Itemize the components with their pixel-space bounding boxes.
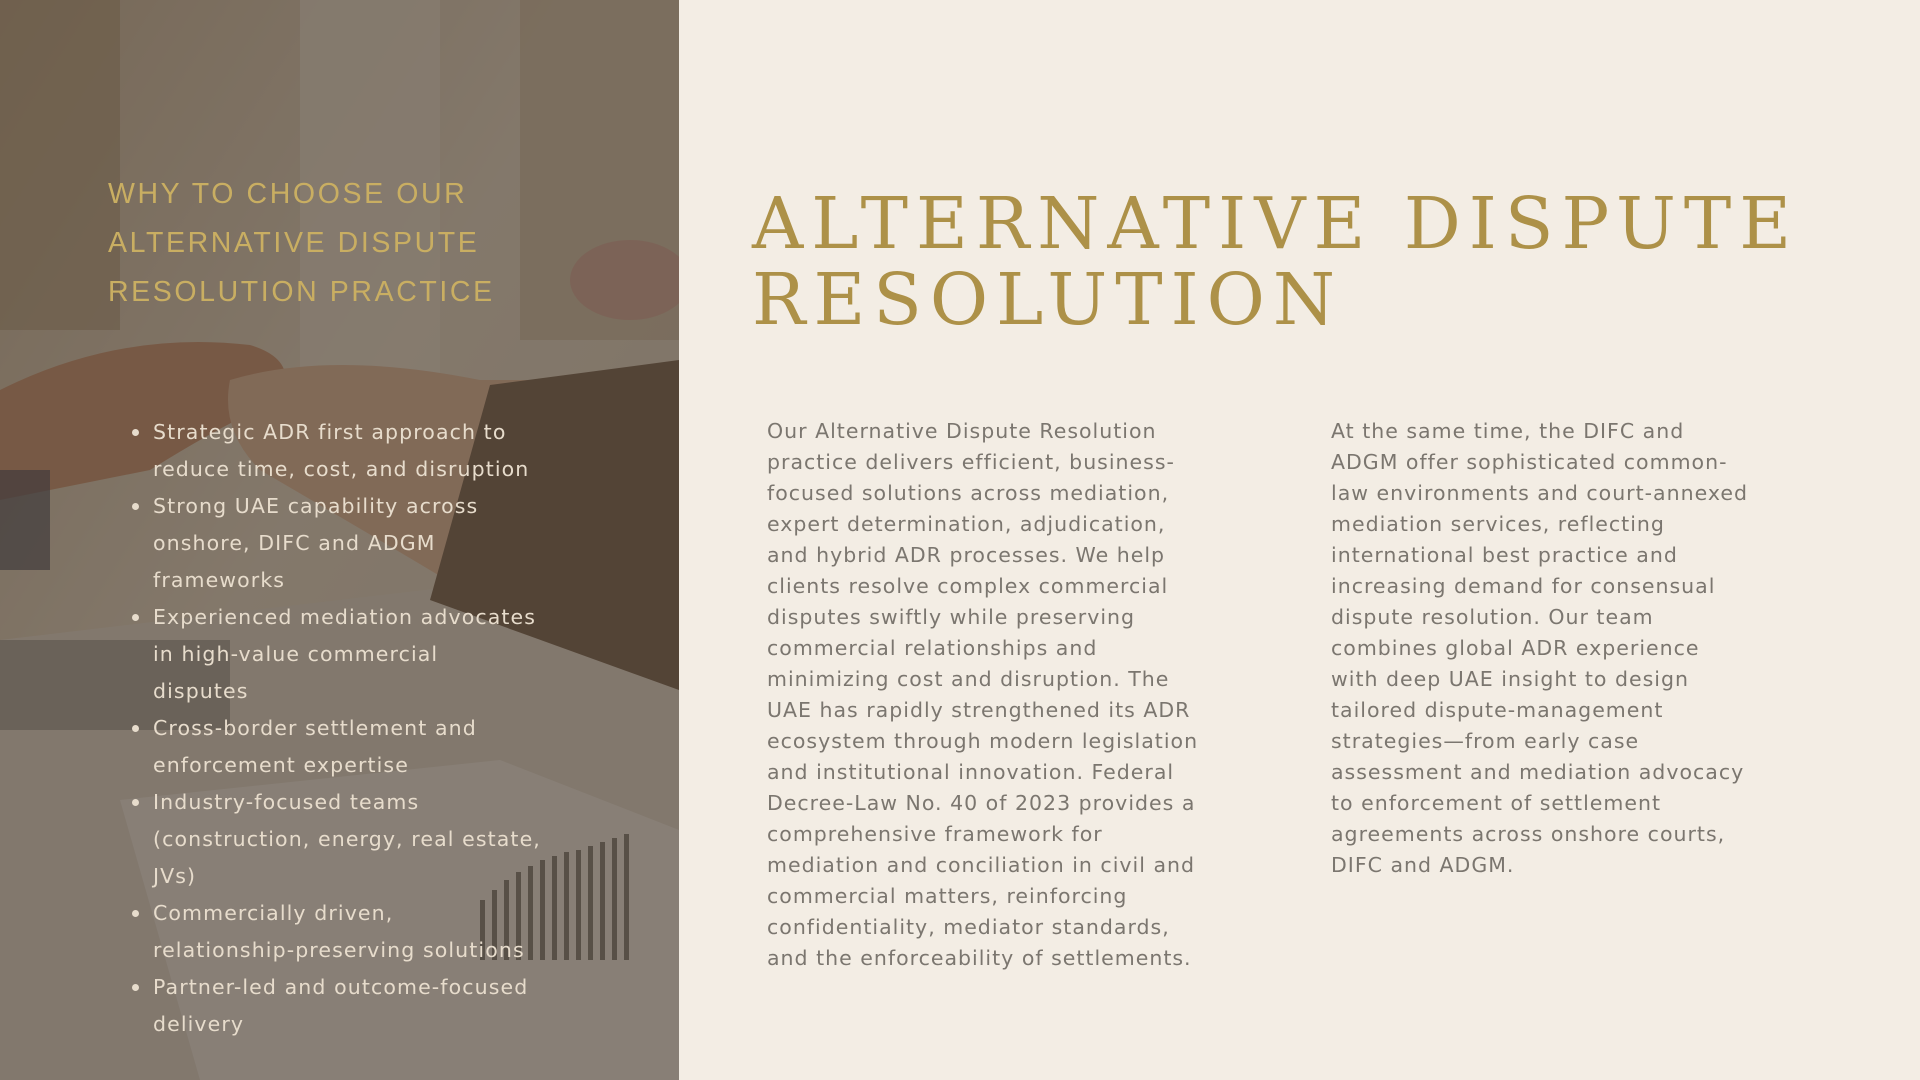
body-line: dispute resolution. Our team bbox=[1331, 605, 1654, 629]
benefit-line: frameworks bbox=[153, 568, 286, 592]
benefit-line: Cross-border settlement and bbox=[153, 716, 477, 740]
benefit-item bbox=[153, 599, 633, 710]
body-line: and hybrid ADR processes. We help bbox=[767, 543, 1166, 567]
body-line: increasing demand for consensual bbox=[1331, 574, 1716, 598]
benefit-line: Industry-focused teams bbox=[153, 790, 420, 814]
benefit-line: (construction, energy, real estate, bbox=[153, 827, 541, 851]
body-line: Decree-Law No. 40 of 2023 provides a bbox=[767, 791, 1196, 815]
body-line: assessment and mediation advocacy bbox=[1331, 760, 1745, 784]
body-line: and institutional innovation. Federal bbox=[767, 760, 1175, 784]
body-line: with deep UAE insight to design bbox=[1331, 667, 1689, 691]
panel-heading-line: RESOLUTION PRACTICE bbox=[108, 276, 495, 308]
body-line: mediation and conciliation in civil and bbox=[767, 853, 1196, 877]
body-line: tailored dispute-management bbox=[1331, 698, 1664, 722]
body-line: international best practice and bbox=[1331, 543, 1678, 567]
body-line: mediation services, reflecting bbox=[1331, 512, 1665, 536]
body-line: expert determination, adjudication, bbox=[767, 512, 1166, 536]
body-line: strategies—from early case bbox=[1331, 729, 1640, 753]
benefit-line: enforcement expertise bbox=[153, 753, 409, 777]
benefit-item bbox=[153, 969, 633, 1043]
body-line: disputes swiftly while preserving bbox=[767, 605, 1136, 629]
body-line: focused solutions across mediation, bbox=[767, 481, 1170, 505]
benefit-line: JVs) bbox=[153, 864, 197, 888]
body-line: UAE has rapidly strengthened its ADR bbox=[767, 698, 1191, 722]
benefit-line: reduce time, cost, and disruption bbox=[153, 457, 530, 481]
body-line: DIFC and ADGM. bbox=[1331, 853, 1515, 877]
panel-heading-line: ALTERNATIVE DISPUTE bbox=[108, 227, 480, 259]
body-line: commercial relationships and bbox=[767, 636, 1098, 660]
body-line: ecosystem through modern legislation bbox=[767, 729, 1199, 753]
benefit-line: disputes bbox=[153, 679, 249, 703]
body-line: comprehensive framework for bbox=[767, 822, 1103, 846]
body-line: commercial matters, reinforcing bbox=[767, 884, 1128, 908]
benefit-line: in high-value commercial bbox=[153, 642, 439, 666]
body-line: Our Alternative Dispute Resolution bbox=[767, 419, 1157, 443]
benefit-line: delivery bbox=[153, 1012, 245, 1036]
benefit-item bbox=[153, 895, 633, 969]
body-column-left bbox=[767, 416, 1237, 974]
benefit-line: Strategic ADR first approach to bbox=[153, 420, 507, 444]
benefit-line: Strong UAE capability across bbox=[153, 494, 479, 518]
body-line: combines global ADR experience bbox=[1331, 636, 1700, 660]
body-line: minimizing cost and disruption. The bbox=[767, 667, 1170, 691]
benefit-item bbox=[153, 784, 633, 895]
benefit-item bbox=[153, 414, 633, 488]
body-line: agreements across onshore courts, bbox=[1331, 822, 1726, 846]
body-line: law environments and court-annexed bbox=[1331, 481, 1748, 505]
body-line: practice delivers efficient, business- bbox=[767, 450, 1175, 474]
panel-heading bbox=[108, 170, 558, 317]
benefit-line: onshore, DIFC and ADGM bbox=[153, 531, 436, 555]
body-line: to enforcement of settlement bbox=[1331, 791, 1662, 815]
body-line: confidentiality, mediator standards, bbox=[767, 915, 1170, 939]
benefit-line: Partner-led and outcome-focused bbox=[153, 975, 529, 999]
title-line: RESOLUTION bbox=[752, 258, 1343, 341]
benefit-item bbox=[153, 710, 633, 784]
left-panel bbox=[0, 0, 679, 1080]
benefit-line: Commercially driven, bbox=[153, 901, 394, 925]
benefit-line: Experienced mediation advocates bbox=[153, 605, 537, 629]
body-line: and the enforceability of settlements. bbox=[767, 946, 1192, 970]
benefit-item bbox=[153, 488, 633, 599]
main-title bbox=[752, 182, 1872, 341]
panel-heading-line: WHY TO CHOOSE OUR bbox=[108, 178, 468, 210]
body-line: ADGM offer sophisticated common- bbox=[1331, 450, 1728, 474]
body-line: At the same time, the DIFC and bbox=[1331, 419, 1685, 443]
benefits-list bbox=[108, 414, 633, 1043]
title-line: ALTERNATIVE DISPUTE bbox=[752, 182, 1800, 265]
body-line: clients resolve complex commercial bbox=[767, 574, 1169, 598]
benefit-line: relationship-preserving solutions bbox=[153, 938, 525, 962]
body-column-right bbox=[1331, 416, 1801, 881]
